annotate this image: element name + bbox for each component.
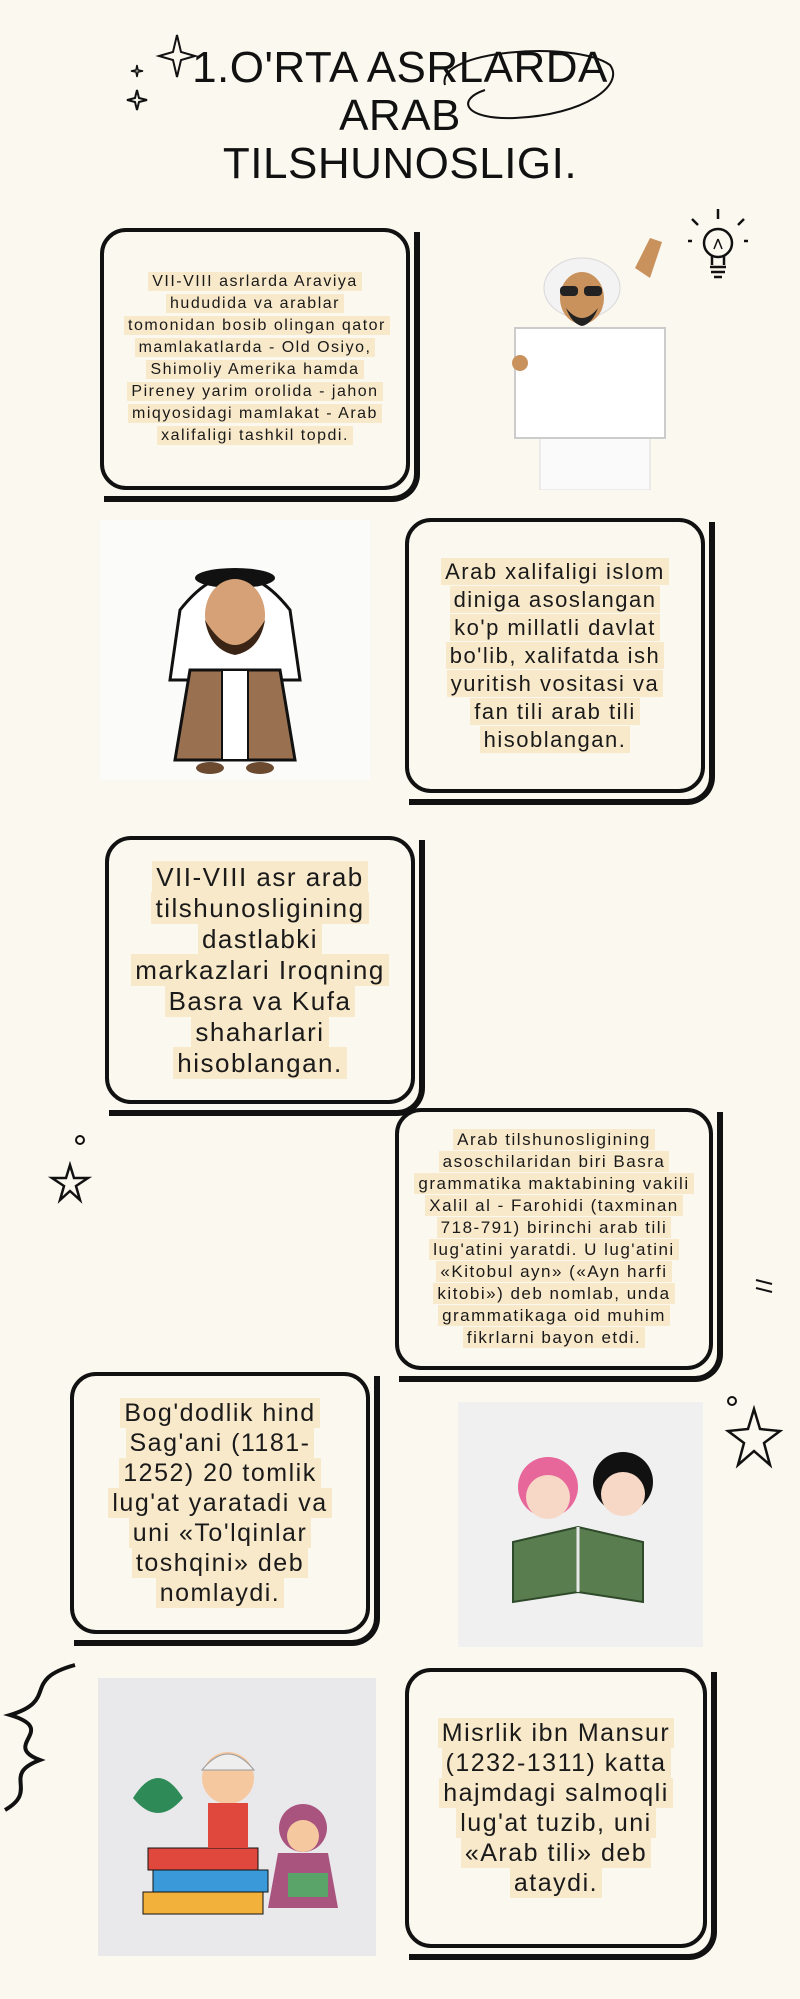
title-line-2: ARAB [339, 91, 461, 140]
info-text-4: Arab tilshunosligining asoschilaridan biri Basra grammatika maktabining vakili Xalil al - Farohidi (taxminan 718-791) birinchi arab tili lug'atini yaratdi. U lug'atini «Kitobul ayn» («Ayn harfi kitobi») deb nomlab, unda grammatikaga oid muhim fikrlarni bayon etdi. [414, 1129, 693, 1348]
star-doodle-icon [40, 1130, 100, 1210]
kids-books-image [98, 1678, 376, 1956]
arab-man-sign-image [500, 228, 690, 490]
info-text-6: Misrlik ibn Mansur (1232-1311) katta hajmdagi salmoqli lug'at tuzib, uni «Arab tili» deb ataydi. [438, 1718, 674, 1898]
arab-man-image [100, 520, 370, 780]
title-line-1: 1.O'RTA ASRLARDA [192, 43, 608, 92]
info-text-1: VII-VIII asrlarda Araviya hududida va arablar tomonidan bosib olingan qator mamlakatlarda - Old Osiyo, Shimoliy Amerika hamda Pireney yarim orolida - jahon miqyosidagi mamlakat - Arab xalifaligi tashkil topdi. [124, 272, 390, 445]
squiggle-doodle-icon [0, 1660, 80, 1830]
lightbulb-icon [688, 205, 748, 300]
title-line-3: TILSHUNOSLIGI. [222, 139, 578, 188]
mark-doodle-icon [752, 1270, 782, 1300]
info-text-3: VII-VIII asr arab tilshunosligining dastlabki markazlari Iroqning Basra va Kufa shaharlari hisoblangan. [131, 861, 389, 1079]
star-doodle-icon [718, 1395, 788, 1475]
scribble-circle-icon [425, 30, 625, 130]
kids-reading-image [458, 1402, 703, 1647]
info-text-5: Bog'dodlik hind Sag'ani (1181-1252) 20 tomlik lug'at yaratadi va uni «To'lqinlar toshqini» deb nomlaydi. [108, 1398, 331, 1608]
info-text-2: Arab xalifaligi islom diniga asoslangan ko'p millatli davlat bo'lib, xalifatda ish yuritish vositasi va fan tili arab tili hisoblangan. [441, 558, 669, 753]
